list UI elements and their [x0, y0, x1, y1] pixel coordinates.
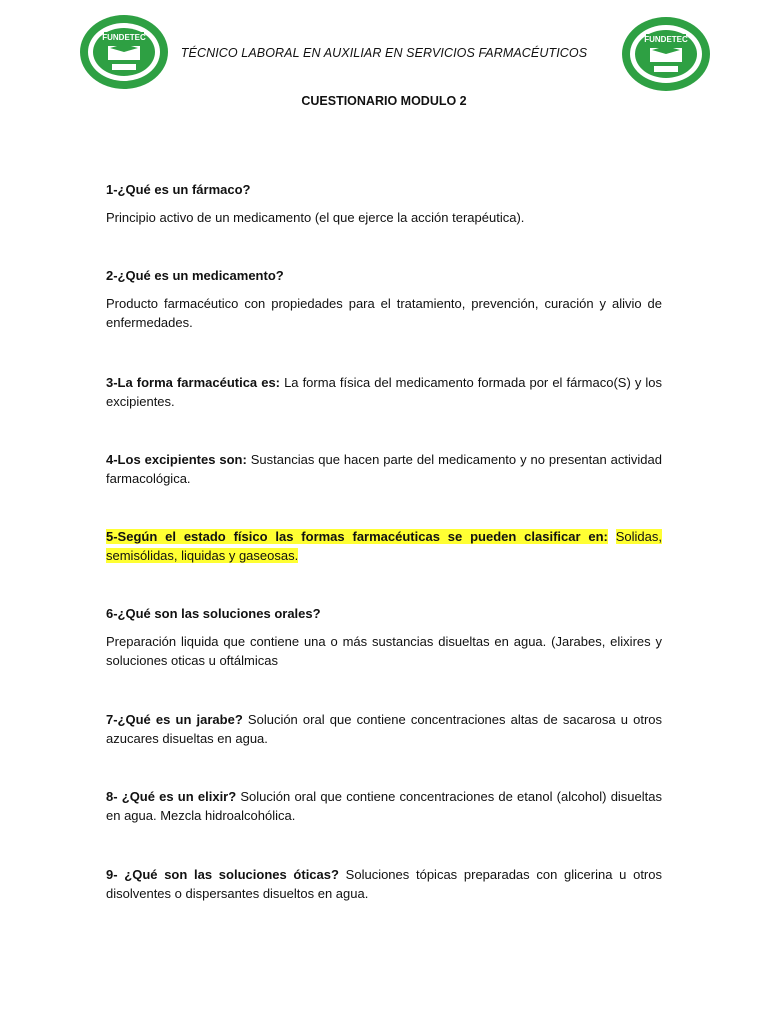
- question-8: 8- ¿Qué es un elixir?: [106, 789, 237, 804]
- question-9: 9- ¿Qué son las soluciones óticas?: [106, 867, 339, 882]
- question-block-6: [106, 604, 662, 670]
- question-5: 5-Según el estado físico las formas farmacéuticas se pueden clasificar en:: [106, 529, 608, 544]
- question-6: 6-¿Qué son las soluciones orales?: [106, 606, 321, 621]
- question-block-3: [106, 373, 662, 411]
- question-block-4: [106, 450, 662, 488]
- question-4: 4-Los excipientes son:: [106, 452, 247, 467]
- question-block-8: [106, 787, 662, 825]
- logo-text: FUNDETEC: [644, 35, 688, 44]
- question-2: 2-¿Qué es un medicamento?: [106, 268, 284, 283]
- logo-text: FUNDETEC: [102, 33, 146, 42]
- answer-1: Principio activo de un medicamento (el que ejerce la acción terapéutica).: [106, 210, 525, 225]
- question-1: 1-¿Qué es un fármaco?: [106, 182, 251, 197]
- question-block-1: [106, 180, 662, 227]
- question-block-2: [106, 266, 662, 332]
- question-block-7: [106, 710, 662, 748]
- answer-6: Preparación liquida que contiene una o más sustancias disueltas en agua. (Jarabes, elixires y soluciones oticas u oftálmicas: [106, 634, 662, 668]
- question-7: 7-¿Qué es un jarabe?: [106, 712, 243, 727]
- header-title: TÉCNICO LABORAL EN AUXILIAR EN SERVICIOS FARMACÉUTICOS: [180, 46, 588, 60]
- answer-8: Solución oral que contiene concentraciones de etanol (alcohol) disueltas en agua. Mezcla hidroalcohólica.: [106, 789, 662, 823]
- question-3: 3-La forma farmacéutica es:: [106, 375, 280, 390]
- answer-4: Sustancias que hacen parte del medicamento y no presentan actividad farmacológica.: [106, 452, 662, 486]
- answer-5: Solidas, semisólidas, liquidas y gaseosas.: [106, 529, 662, 563]
- question-block-5: [106, 527, 662, 565]
- answer-3: La forma física del medicamento formada por el fármaco(S) y los excipientes.: [106, 375, 662, 409]
- answer-7: Solución oral que contiene concentraciones altas de sacarosa u otros azucares disueltas en agua.: [106, 712, 662, 746]
- answer-2: Producto farmacéutico con propiedades para el tratamiento, prevención, curación y alivio de enfermedades.: [106, 296, 662, 330]
- document-title: CUESTIONARIO MODULO 2: [301, 94, 467, 108]
- answer-9: Soluciones tópicas preparadas con glicerina u otros disolventes o dispersantes disueltos en agua.: [106, 867, 662, 901]
- question-block-9: [106, 865, 662, 903]
